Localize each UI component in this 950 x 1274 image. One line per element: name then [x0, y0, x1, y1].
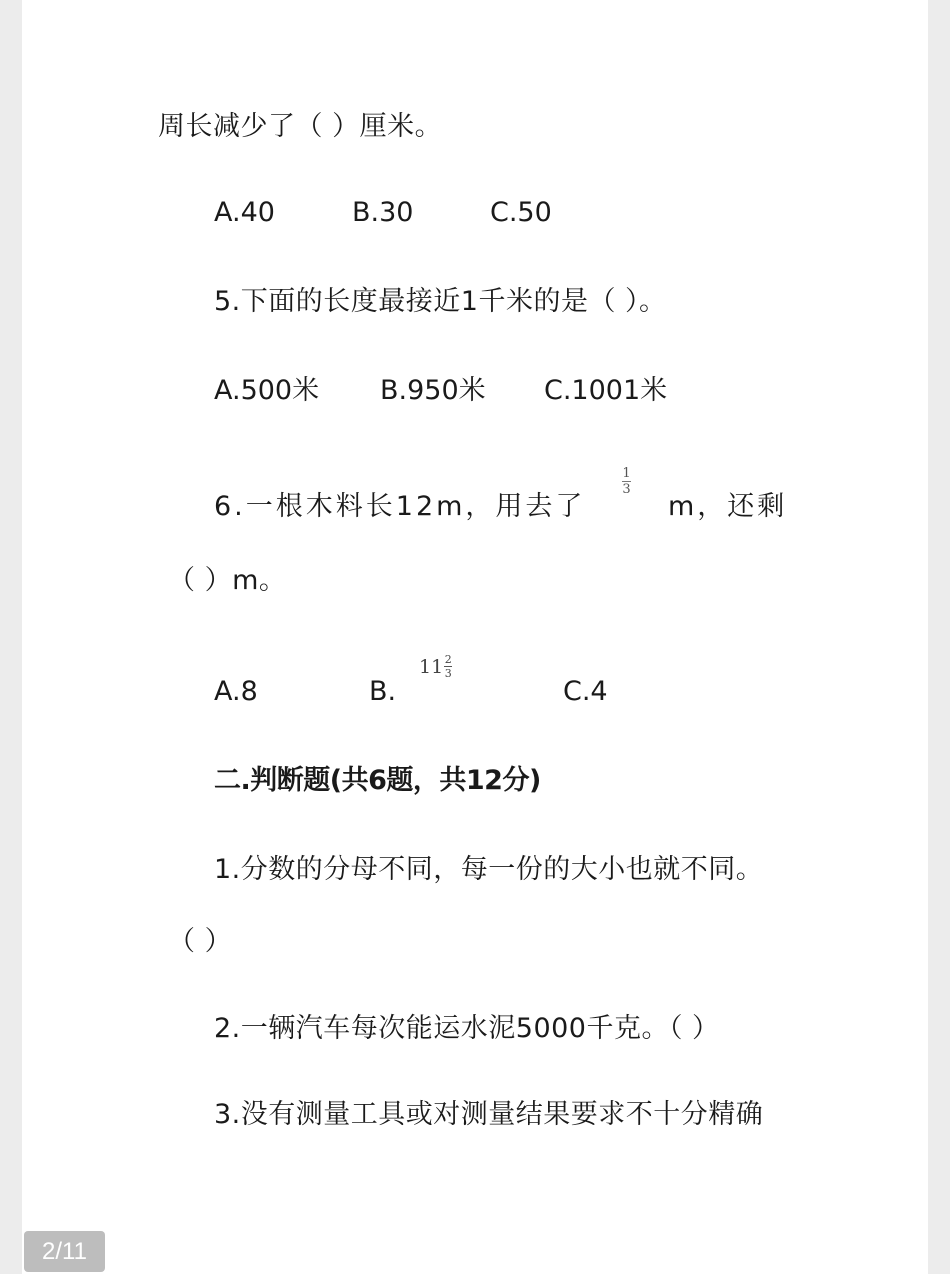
q5-option-a: A.500米	[214, 375, 320, 406]
question-6-continuation: （ ）m。	[168, 565, 287, 596]
fraction-numerator: 2	[444, 653, 452, 666]
q6-option-b: B.	[369, 676, 397, 707]
fraction-numerator: 1	[622, 466, 631, 481]
judgment-1-continuation: （ ）	[168, 926, 233, 957]
q6-option-b-mixed-number	[419, 654, 452, 679]
q4-option-a: A.40	[214, 197, 275, 228]
fraction-denominator: 3	[622, 482, 631, 497]
q4-option-c: C.50	[490, 197, 552, 228]
mixed-whole: 11	[419, 655, 444, 678]
q6-option-a: A.8	[214, 676, 258, 707]
page-indicator: 2/11	[24, 1231, 105, 1272]
q4-option-b: B.30	[352, 197, 414, 228]
section-2-heading: 二.判断题(共6题，共12分)	[214, 765, 541, 796]
judgment-2: 2.一辆汽车每次能运水泥5000千克。（ ）	[214, 1013, 720, 1044]
q5-option-b: B.950米	[380, 375, 486, 406]
judgment-3: 3.没有测量工具或对测量结果要求不十分精确	[214, 1099, 764, 1130]
q6-option-c: C.4	[563, 676, 608, 707]
mixed-fraction	[444, 654, 452, 679]
judgment-1: 1.分数的分母不同，每一份的大小也就不同。	[214, 854, 764, 885]
q6-fraction-used	[622, 467, 631, 496]
document-page	[22, 0, 928, 1274]
fraction-denominator: 3	[444, 667, 452, 680]
question-4-continuation: 周长减少了（ ）厘米。	[158, 111, 443, 142]
q5-option-c: C.1001米	[544, 375, 668, 406]
question-6-part2: m，还剩	[668, 491, 788, 522]
question-6-part1: 6.一根木料长12m，用去了	[214, 491, 586, 522]
question-5: 5.下面的长度最接近1千米的是（ ）。	[214, 286, 667, 317]
